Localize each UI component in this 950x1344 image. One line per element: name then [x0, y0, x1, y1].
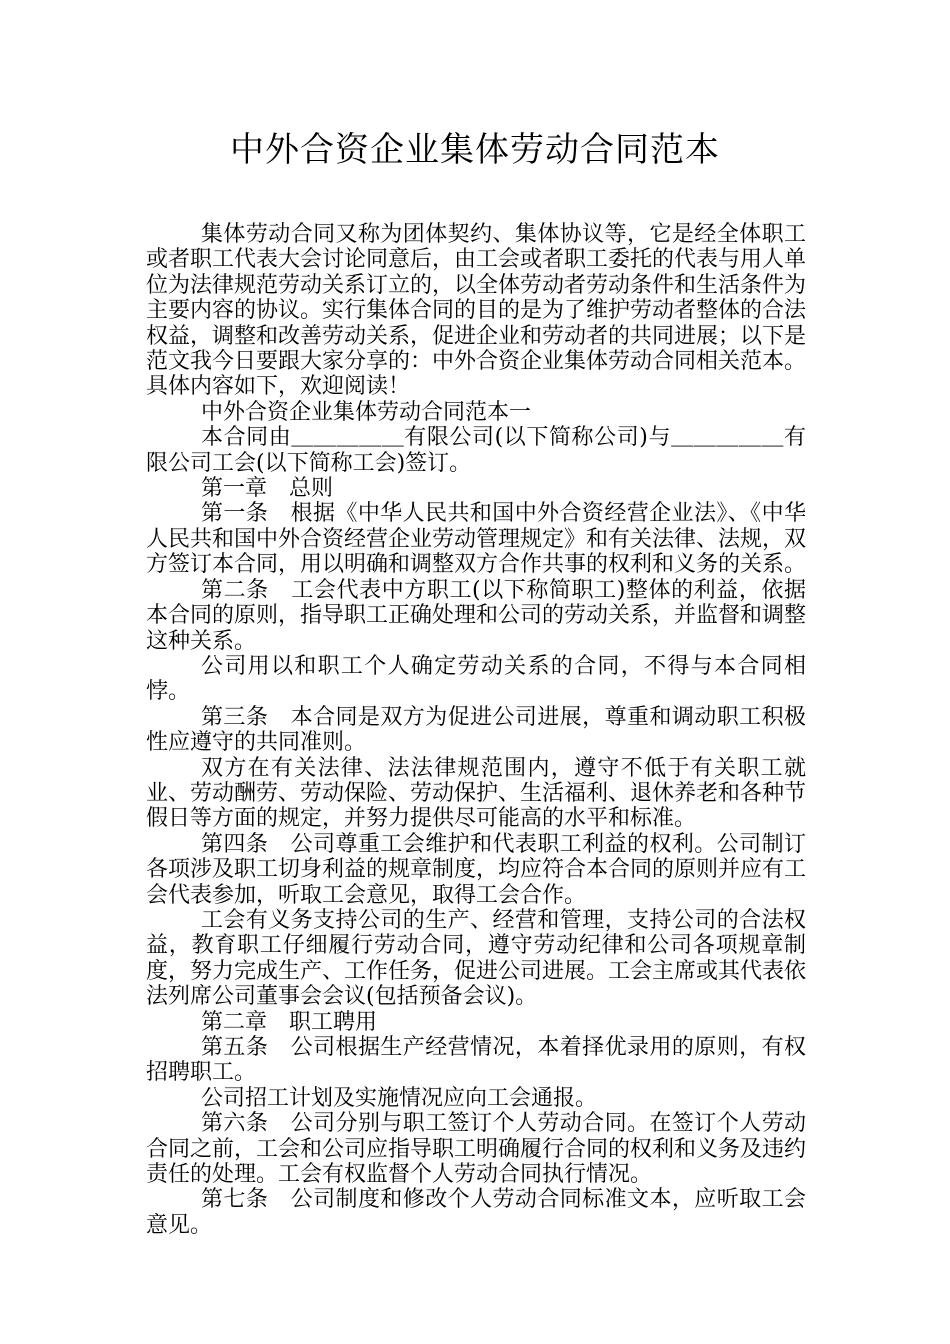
article-paragraph: 双方在有关法律、法法律规范围内，遵守不低于有关职工就业、劳动酬劳、劳动保险、劳动保护、生活福利、退休养老和各种节假日等方面的规定，并努力提供尽可能高的水平和标准。 — [146, 755, 807, 832]
article-paragraph: 工会有义务支持公司的生产、经营和管理，支持公司的合法权益，教育职工仔细履行劳动合同，遵守劳动纪律和公司各项规章制度，努力完成生产、工作任务，促进公司进展。工会主席或其代表依法列席公司董事会会议(包括预备会议)。 — [146, 907, 807, 1010]
article-paragraph: 第六条 公司分别与职工签订个人劳动合同。在签订个人劳动合同之前，工会和公司应指导职工明确履行合同的权利和义务及违约责任的处理。工会有权监督个人劳动合同执行情况。 — [146, 1111, 807, 1188]
paragraph-intro: 集体劳动合同又称为团体契约、集体协议等，它是经全体职工或者职工代表大会讨论同意后，由工会或者职工委托的代表与用人单位为法律规范劳动关系订立的，以全体劳动者劳动条件和生活条件为主要内容的协议。实行集体合同的目的是为了维护劳动者整体的合法权益，调整和改善劳动关系，促进企业和劳动者的共同进展；以下是范文我今日要跟大家分享的：中外合资企业集体劳动合同相关范本。具体内容如下，欢迎阅读！ — [146, 222, 807, 400]
chapter-heading: 第二章 职工聘用 — [201, 1009, 378, 1035]
paragraph-parties: 本合同由＿＿＿＿＿有限公司(以下简称公司)与＿＿＿＿＿有限公司工会(以下简称工会)签订。 — [146, 425, 806, 476]
chapter-heading: 第一章 总则 — [201, 476, 334, 502]
paragraph-subtitle: 中外合资企业集体劳动合同范本一 — [201, 399, 532, 425]
article-paragraph: 第五条 公司根据生产经营情况，本着择优录用的原则，有权招聘职工。 — [146, 1035, 806, 1086]
article-paragraph: 第二条 工会代表中方职工(以下称简职工)整体的利益，依据本合同的原则，指导职工正确处理和公司的劳动关系，并监督和调整这种关系。 — [146, 577, 807, 654]
article-paragraph: 第四条 公司尊重工会维护和代表职工利益的权利。公司制订各项涉及职工切身利益的规章制度，均应符合本合同的原则并应有工会代表参加，听取工会意见，取得工会合作。 — [146, 831, 807, 908]
document-body — [146, 222, 806, 1238]
article-paragraph: 第三条 本合同是双方为促进公司进展，尊重和调动职工积极性应遵守的共同准则。 — [146, 704, 806, 756]
document-title: 中外合资企业集体劳动合同范本 — [230, 130, 720, 170]
article-paragraph: 第七条 公司制度和修改个人劳动合同标准文本，应听取工会意见。 — [146, 1187, 806, 1238]
article-paragraph: 公司用以和职工个人确定劳动关系的合同，不得与本合同相悖。 — [146, 653, 806, 705]
article-paragraph: 公司招工计划及实施情况应向工会通报。 — [201, 1085, 598, 1111]
article-paragraph: 第一条 根据《中华人民共和国中外合资经营企业法》、《中华人民共和国中外合资经营企业劳动管理规定》和有关法律、法规，双方签订本合同，用以明确和调整双方合作共事的权利和义务的关系。 — [146, 501, 807, 578]
